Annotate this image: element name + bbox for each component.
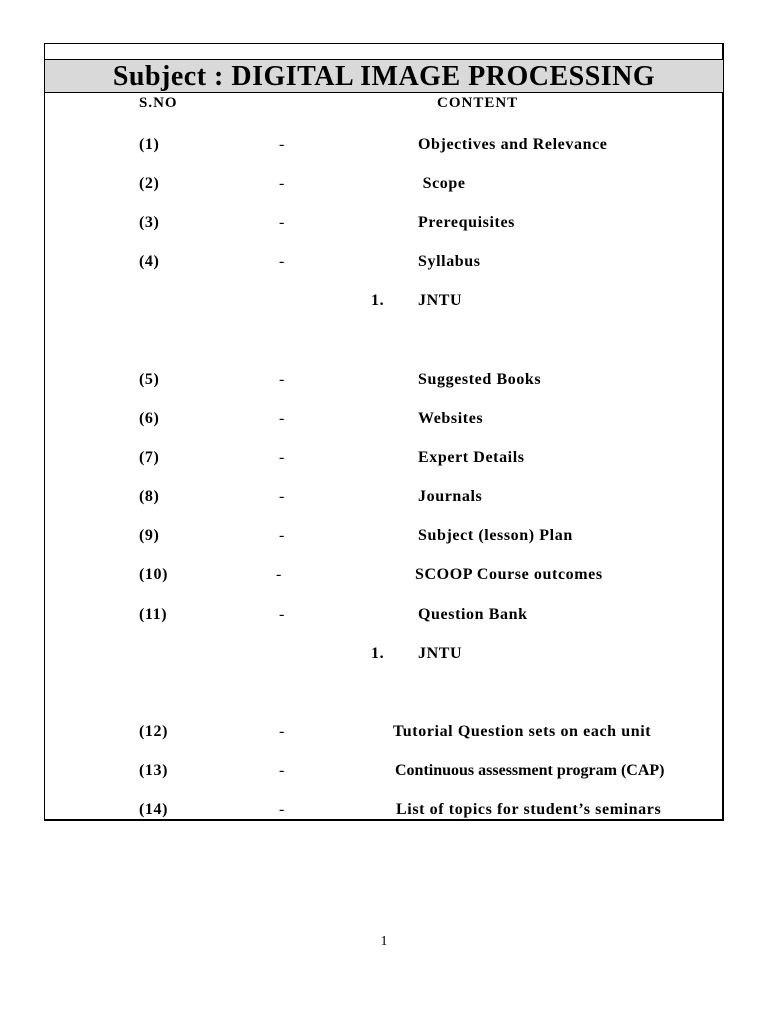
header-sno: S.NO xyxy=(139,95,178,111)
list-item xyxy=(0,136,768,156)
list-item xyxy=(0,566,768,586)
item-text: Continuous assessment program (CAP) xyxy=(395,762,665,779)
item-text: Scope xyxy=(418,175,466,192)
item-dash: - xyxy=(279,175,285,192)
list-item xyxy=(0,606,768,626)
item-dash: - xyxy=(279,136,285,153)
item-number: (3) xyxy=(139,214,160,231)
page-number: 1 xyxy=(380,934,388,949)
list-item xyxy=(0,762,768,782)
list-item xyxy=(0,371,768,391)
list-item xyxy=(0,175,768,195)
list-item xyxy=(0,801,768,821)
item-number: (12) xyxy=(139,723,169,740)
sub-item xyxy=(0,292,768,312)
list-item xyxy=(0,723,768,743)
item-dash: - xyxy=(279,371,285,388)
list-item xyxy=(0,253,768,273)
item-dash: - xyxy=(279,214,285,231)
content-frame xyxy=(44,43,724,821)
item-dash: - xyxy=(279,253,285,270)
item-dash: - xyxy=(279,410,285,427)
item-dash: - xyxy=(279,488,285,505)
item-text: Expert Details xyxy=(418,449,525,466)
item-text: List of topics for student’s seminars xyxy=(396,801,662,818)
header-content: CONTENT xyxy=(437,95,519,111)
item-number: (8) xyxy=(139,488,160,505)
list-item xyxy=(0,449,768,469)
item-text: Websites xyxy=(418,410,484,427)
item-number: (1) xyxy=(139,136,160,153)
sub-item-number: 1. xyxy=(371,292,385,309)
item-number: (6) xyxy=(139,410,160,427)
item-text: Suggested Books xyxy=(418,371,542,388)
item-dash: - xyxy=(279,723,285,740)
sub-item-number: 1. xyxy=(371,645,385,662)
item-number: (13) xyxy=(139,762,169,779)
item-number: (14) xyxy=(139,801,169,818)
sub-item-label: JNTU xyxy=(418,292,463,309)
item-number: (5) xyxy=(139,371,160,388)
item-number: (2) xyxy=(139,175,160,192)
title-bar xyxy=(45,59,723,93)
item-text: Syllabus xyxy=(418,253,481,270)
list-item xyxy=(0,527,768,547)
item-dash: - xyxy=(279,606,285,623)
list-item xyxy=(0,214,768,234)
item-dash: - xyxy=(279,449,285,466)
sub-item-label: JNTU xyxy=(418,645,463,662)
item-number: (9) xyxy=(139,527,160,544)
item-text: Objectives and Relevance xyxy=(418,136,608,153)
item-dash: - xyxy=(276,566,282,583)
list-item xyxy=(0,488,768,508)
item-text: Subject (lesson) Plan xyxy=(418,527,573,544)
list-item xyxy=(0,410,768,430)
item-number: (11) xyxy=(139,606,168,623)
item-number: (7) xyxy=(139,449,160,466)
item-text: SCOOP Course outcomes xyxy=(415,566,603,583)
item-dash: - xyxy=(279,801,285,818)
item-text: Journals xyxy=(418,488,483,505)
item-number: (10) xyxy=(139,566,169,583)
page-title: Subject : DIGITAL IMAGE PROCESSING xyxy=(112,61,656,92)
item-text: Prerequisites xyxy=(418,214,515,231)
sub-item xyxy=(0,645,768,665)
item-text: Question Bank xyxy=(418,606,528,623)
item-dash: - xyxy=(279,762,285,779)
item-dash: - xyxy=(279,527,285,544)
item-number: (4) xyxy=(139,253,160,270)
item-text: Tutorial Question sets on each unit xyxy=(393,723,652,740)
